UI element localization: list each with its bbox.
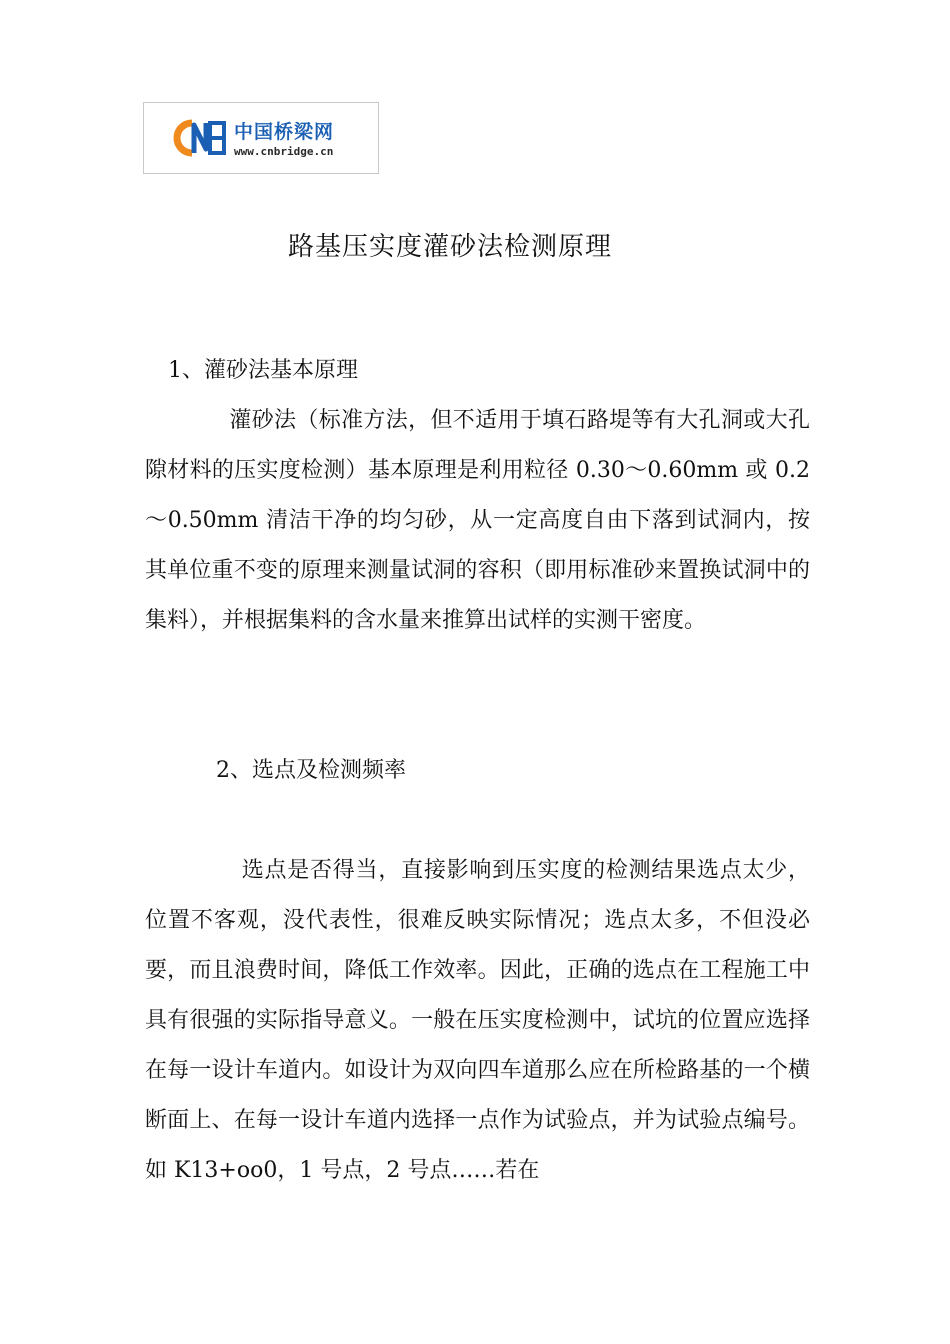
site-logo: [143, 102, 379, 174]
section-paragraph-2: [145, 846, 810, 1196]
paragraph-text: 灌砂法（标准方法，但不适用于填石路堤等有大孔洞或大孔隙材料的压实度检测）基本原理是利用粒径 0.30～0.60mm 或 0.2～0.50mm 清洁干净的均匀砂，从一定高度自由下落到试洞内，按其单位重不变的原理来测量试洞的容积（即用标准砂来置换试洞中的集料），并根据集料的含水量来推算出试样的实测干密度。: [145, 408, 810, 633]
logo-url: www.cnbridge.cn: [234, 145, 334, 158]
document-title: 路基压实度灌砂法检测原理: [287, 232, 612, 262]
cnbridge-logo-icon: [172, 119, 228, 157]
section-heading-2: 2、选点及检测频率: [216, 758, 406, 783]
section-heading-1: 1、灌砂法基本原理: [168, 358, 358, 383]
paragraph-text: 选点是否得当，直接影响到压实度的检测结果选点太少，位置不客观，没代表性，很难反映实际情况；选点太多，不但没必要，而且浪费时间，降低工作效率。因此，正确的选点在工程施工中具有很强的实际指导意义。一般在压实度检测中，试坑的位置应选择在每一设计车道内。如设计为双向四车道那么应在所检路基的一个横断面上、在每一设计车道内选择一点作为试验点，并为试验点编号。如 K13+oo0，1 号点，2 号点……若在: [145, 858, 810, 1183]
logo-name: 中国桥梁网: [234, 121, 335, 143]
section-paragraph-1: [145, 396, 810, 646]
